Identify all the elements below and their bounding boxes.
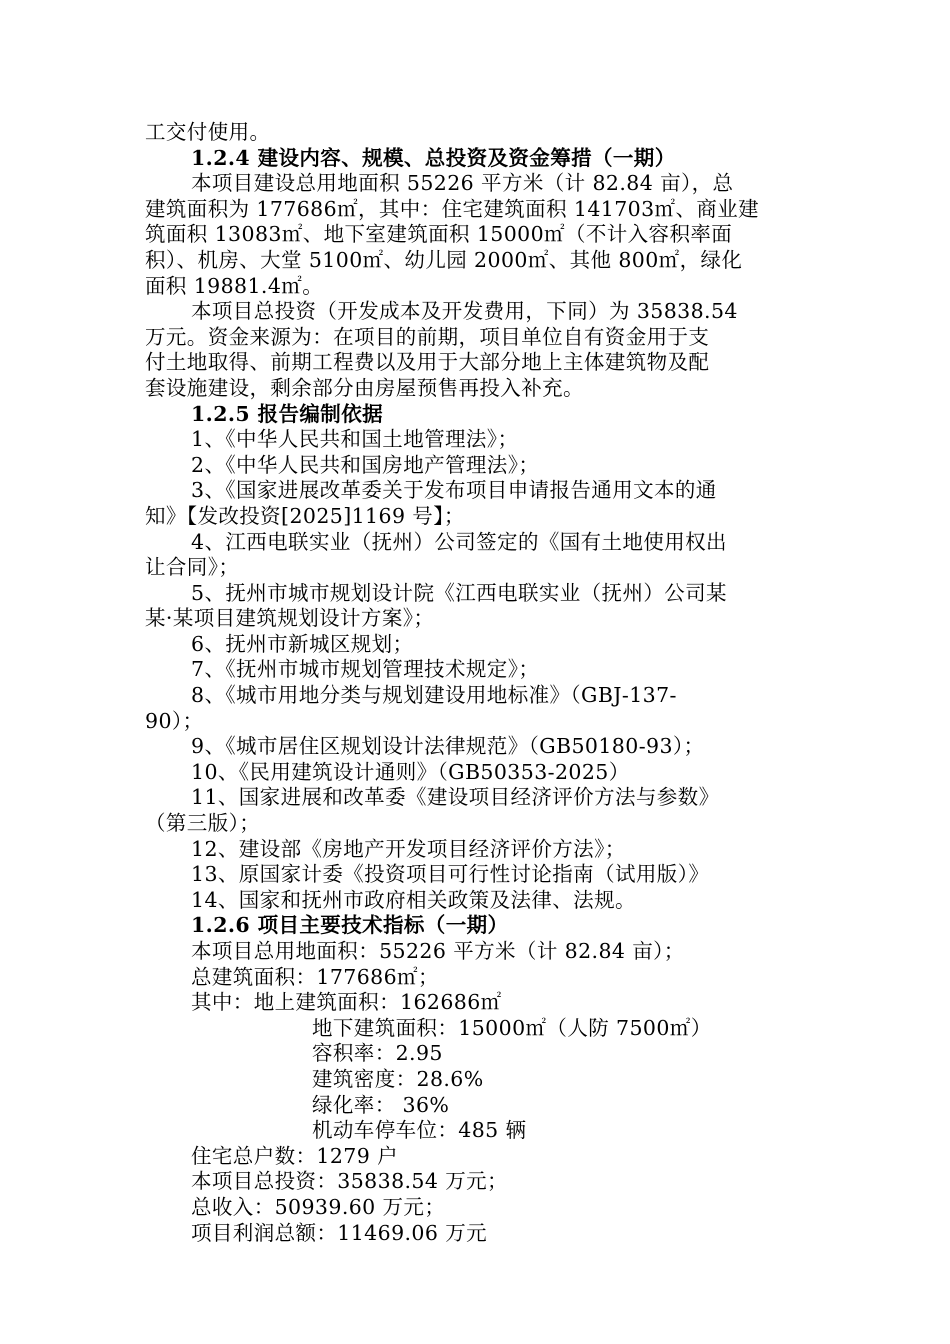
basis-item: 5、抚州市城市规划设计院《江西电联实业（抚州）公司某 xyxy=(191,580,727,605)
paragraph-line: 本项目总投资（开发成本及开发费用，下同）为 35838.54 xyxy=(191,299,738,324)
indicator-line: 本项目总用地面积：55226 平方米（计 82.84 亩）； xyxy=(191,939,685,963)
basis-item-continuation: （第三版）； xyxy=(145,811,261,836)
indicator-subline: 容积率：2.95 xyxy=(312,1041,443,1066)
paragraph-line: 本项目建设总用地面积 55226 平方米（计 82.84 亩），总 xyxy=(191,171,734,196)
paragraph-line: 万元。资金来源为：在项目的前期，项目单位自有资金用于支 xyxy=(145,324,710,349)
basis-item-continuation: 知》【发改投资[2025]1169 号】； xyxy=(145,503,465,528)
paragraph-line: 积）、机房、大堂 5100㎡、幼儿园 2000㎡、其他 800㎡，绿化 xyxy=(145,247,743,272)
section-heading-1-2-6: 1.2.6 项目主要技术指标（一期） xyxy=(191,913,509,938)
indicator-line: 其中：地上建筑面积：162686㎡ xyxy=(191,990,502,1015)
basis-item: 6、抚州市新城区规划； xyxy=(191,631,414,656)
indicator-subline: 绿化率： 36% xyxy=(312,1092,450,1117)
paragraph-line: 面积 19881.4㎡。 xyxy=(145,273,324,298)
indicator-line: 住宅总户数：1279 户 xyxy=(191,1143,398,1168)
basis-item: 10、《民用建筑设计通则》（GB50353-2025） xyxy=(191,759,630,784)
indicator-line: 总收入：50939.60 万元； xyxy=(191,1194,446,1219)
indicator-line: 项目利润总额：11469.06 万元 xyxy=(191,1220,488,1245)
basis-item: 4、江西电联实业（抚州）公司签定的《国有土地使用权出 xyxy=(191,529,727,554)
basis-item: 2、《中华人民共和国房地产管理法》； xyxy=(191,452,540,477)
basis-item-continuation: 让合同》； xyxy=(145,555,240,580)
paragraph-line: 套设施建设，剩余部分由房屋预售再投入补充。 xyxy=(145,375,584,400)
basis-item-continuation: 90）； xyxy=(145,708,204,733)
document-page xyxy=(145,120,813,1246)
basis-item: 8、《城市用地分类与规划建设用地标准》（GBJ-137- xyxy=(191,683,677,708)
paragraph-line: 建筑面积为 177686㎡，其中：住宅建筑面积 141703㎡、商业建 xyxy=(145,196,760,221)
basis-item: 9、《城市居住区规划设计法律规范》（GB50180-93）； xyxy=(191,734,705,759)
text-line: 工交付使用。 xyxy=(145,120,271,144)
basis-item: 12、建设部《房地产开发项目经济评价方法》； xyxy=(191,836,626,861)
paragraph-line: 付土地取得、前期工程费以及用于大部分地上主体建筑物及配 xyxy=(145,350,710,375)
basis-item: 1、《中华人民共和国土地管理法》； xyxy=(191,427,519,452)
indicator-subline: 建筑密度：28.6% xyxy=(312,1066,484,1091)
basis-item-continuation: 某·某项目建筑规划设计方案》； xyxy=(145,606,435,631)
indicator-subline: 机动车停车位：485 辆 xyxy=(312,1118,527,1143)
basis-item: 7、《抚州市城市规划管理技术规定》； xyxy=(191,657,540,682)
section-heading-1-2-4: 1.2.4 建设内容、规模、总投资及资金筹措（一期） xyxy=(191,145,676,170)
basis-item: 13、原国家计委《投资项目可行性讨论指南（试用版）》 xyxy=(191,862,710,887)
basis-item: 14、国家和抚州市政府相关政策及法律、法规。 xyxy=(191,887,636,912)
indicator-line: 总建筑面积：177686㎡； xyxy=(191,964,439,989)
paragraph-line: 筑面积 13083㎡、地下室建筑面积 15000㎡（不计入容积率面 xyxy=(145,222,733,247)
section-heading-1-2-5: 1.2.5 报告编制依据 xyxy=(191,401,384,426)
indicator-line: 本项目总投资：35838.54 万元； xyxy=(191,1169,508,1194)
indicator-subline: 地下建筑面积：15000㎡（人防 7500㎡） xyxy=(312,1015,712,1040)
basis-item: 11、国家进展和改革委《建设项目经济评价方法与参数》 xyxy=(191,785,720,810)
basis-item: 3、《国家进展改革委关于发布项目申请报告通用文本的通 xyxy=(191,478,717,503)
